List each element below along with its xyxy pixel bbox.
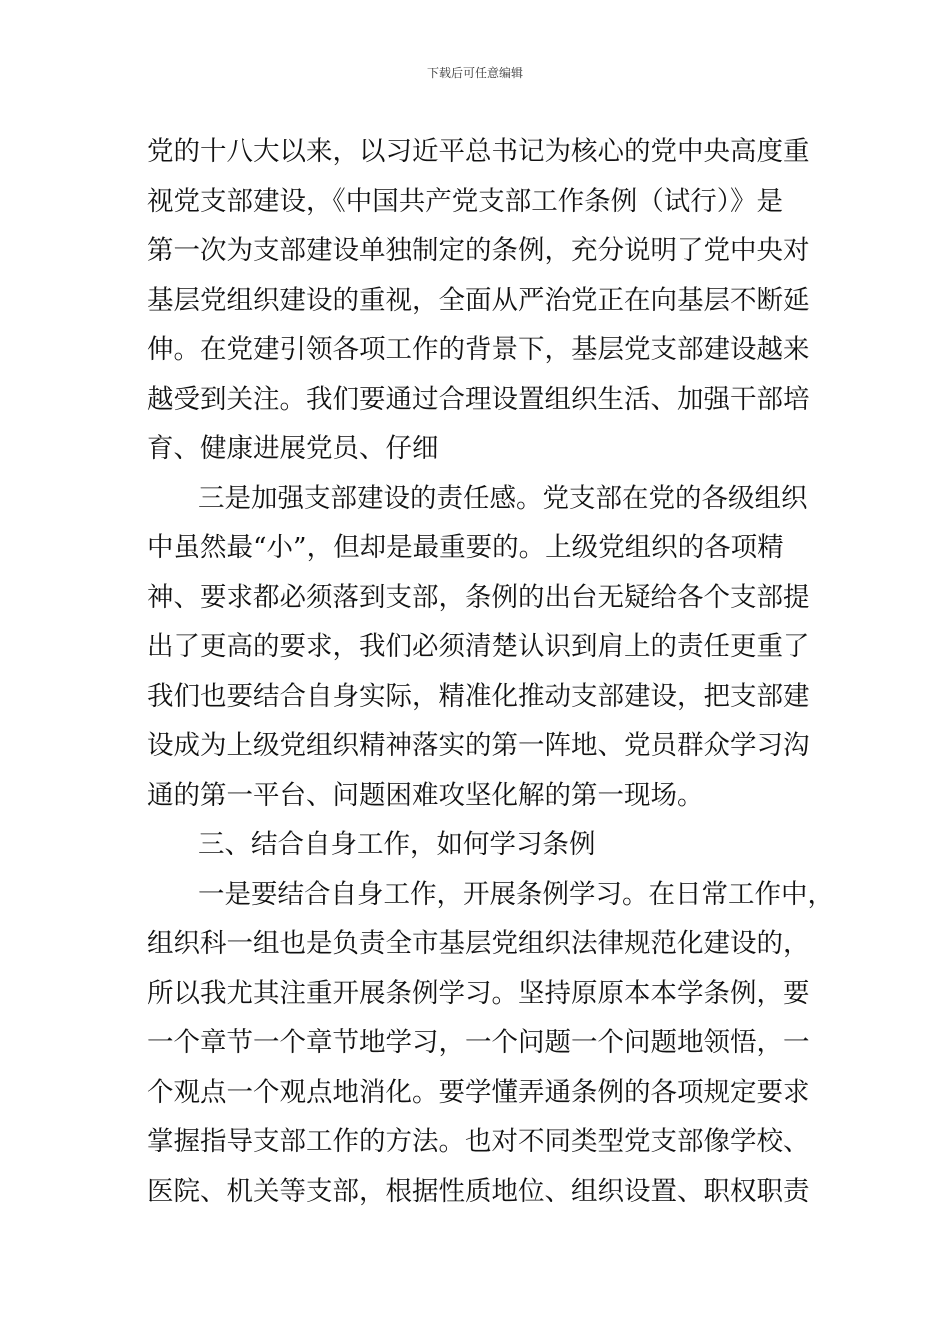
text-line: 第一次为支部建设单独制定的条例，充分说明了党中央对 bbox=[147, 235, 810, 266]
paragraph-start-line: 三是加强支部建设的责任感。党支部在党的各级组织 bbox=[198, 482, 808, 514]
text-line: 掌握指导支部工作的方法。也对不同类型党支部像学校、 bbox=[147, 1126, 810, 1157]
text-line: 基层党组织建设的重视，全面从严治党正在向基层不断延 bbox=[147, 284, 810, 316]
paragraph-start-line: 一是要结合自身工作，开展条例学习。在日常工作中， bbox=[198, 878, 834, 910]
page-header: 下载后可任意编辑 bbox=[426, 66, 523, 80]
text-line: 党的十八大以来，以习近平总书记为核心的党中央高度重 bbox=[147, 136, 810, 167]
text-line: 设成为上级党组织精神落实的第一阵地、党员群众学习沟 bbox=[147, 730, 810, 761]
text-line: 神、要求都必须落到支部，条例的出台无疑给各个支部提 bbox=[147, 581, 810, 613]
text-line: 育、健康进展党员、仔细 bbox=[147, 433, 439, 464]
text-line: 出了更高的要求，我们必须清楚认识到肩上的责任更重了 bbox=[147, 631, 810, 662]
text-line: 一个章节一个章节地学习，一个问题一个问题地领悟，一 bbox=[147, 1027, 810, 1058]
section-heading: 三、结合自身工作，如何学习条例 bbox=[198, 829, 596, 860]
text-line: 视党支部建设，《中国共产党支部工作条例（试行）》是 bbox=[147, 185, 783, 217]
document-body bbox=[147, 127, 834, 1216]
text-line: 个观点一个观点地消化。要学懂弄通条例的各项规定要求 bbox=[147, 1076, 810, 1108]
text-line: 中虽然最“小”，但却是最重要的。上级党组织的各项精 bbox=[147, 532, 784, 563]
text-line: 组织科一组也是负责全市基层党组织法律规范化建设的， bbox=[147, 928, 810, 959]
text-line: 所以我尤其注重开展条例学习。坚持原原本本学条例，要 bbox=[147, 977, 810, 1009]
text-line: 伸。在党建引领各项工作的背景下，基层党支部建设越来 bbox=[147, 334, 810, 365]
text-line: 越受到关注。我们要通过合理设置组织生活、加强干部培 bbox=[147, 383, 810, 415]
text-line: 通的第一平台、问题困难攻坚化解的第一现场。 bbox=[147, 779, 704, 811]
text-line: 我们也要结合自身实际，精准化推动支部建设，把支部建 bbox=[147, 680, 810, 712]
text-line: 医院、机关等支部，根据性质地位、组织设置、职权职责 bbox=[147, 1175, 810, 1207]
